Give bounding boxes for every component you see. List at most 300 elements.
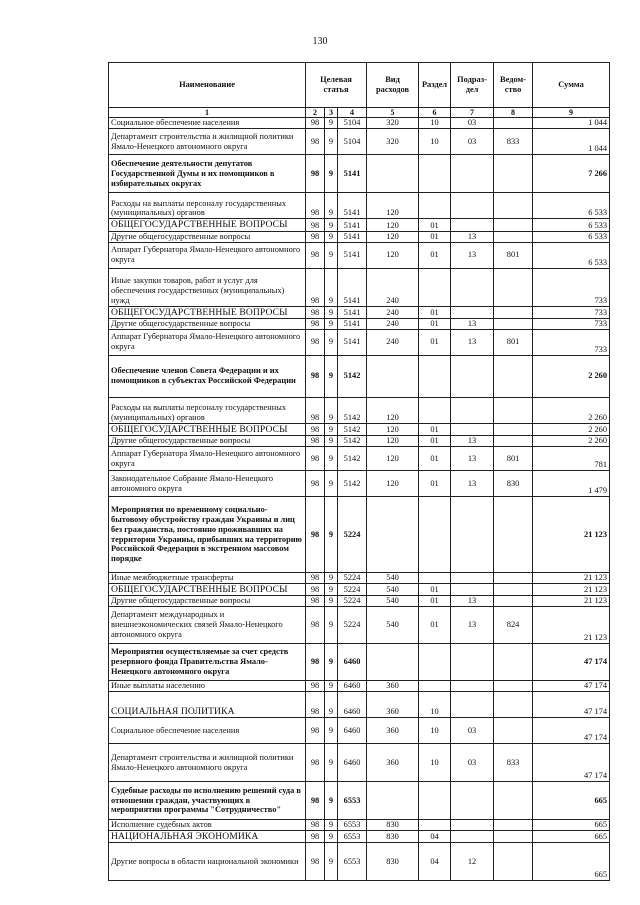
department-code bbox=[494, 355, 533, 397]
department-code bbox=[494, 843, 533, 881]
amount: 1 044 bbox=[533, 129, 610, 155]
row-name: Мероприятия по временному социально-бытовому обустройству граждан Украины и лиц без гражданства, постоянно проживавших на территории Украины, прибывших на территорию Российской Федерации в экстренном массовом порядке bbox=[109, 497, 306, 573]
section-code: 01 bbox=[419, 423, 451, 435]
target-part-1: 98 bbox=[306, 471, 325, 497]
subsection-code: 03 bbox=[451, 744, 494, 782]
department-code bbox=[494, 718, 533, 744]
target-part-1: 98 bbox=[306, 596, 325, 607]
target-part-1: 98 bbox=[306, 782, 325, 820]
expense-type: 240 bbox=[367, 268, 419, 306]
row-name: НАЦИОНАЛЬНАЯ ЭКОНОМИКА bbox=[109, 830, 306, 842]
target-part-1: 98 bbox=[306, 830, 325, 842]
expense-type: 830 bbox=[367, 830, 419, 842]
subsection-code: 13 bbox=[451, 231, 494, 242]
table-row bbox=[109, 583, 610, 595]
amount: 733 bbox=[533, 268, 610, 306]
target-part-3: 5141 bbox=[338, 242, 367, 268]
amount: 2 260 bbox=[533, 397, 610, 423]
subsection-code bbox=[451, 355, 494, 397]
section-code bbox=[419, 573, 451, 584]
amount: 6 533 bbox=[533, 219, 610, 231]
amount: 1 044 bbox=[533, 118, 610, 129]
target-part-1: 98 bbox=[306, 692, 325, 718]
target-part-3: 5142 bbox=[338, 436, 367, 447]
department-code bbox=[494, 219, 533, 231]
row-name: Другие общегосударственные вопросы bbox=[109, 318, 306, 329]
target-part-3: 5141 bbox=[338, 306, 367, 318]
department-code bbox=[494, 583, 533, 595]
target-part-2: 9 bbox=[325, 497, 338, 573]
header-name: Наименование bbox=[109, 63, 306, 108]
row-name: Мероприятия осуществляемые за счет средств резервного фонда Правительства Ямало-Ненецкого автономного округа bbox=[109, 644, 306, 681]
department-code bbox=[494, 573, 533, 584]
department-code: 833 bbox=[494, 129, 533, 155]
subsection-code: 03 bbox=[451, 118, 494, 129]
target-part-1: 98 bbox=[306, 397, 325, 423]
target-part-3: 5142 bbox=[338, 423, 367, 435]
section-code bbox=[419, 397, 451, 423]
target-part-3: 5224 bbox=[338, 573, 367, 584]
target-part-3: 6553 bbox=[338, 843, 367, 881]
target-part-2: 9 bbox=[325, 471, 338, 497]
table-row bbox=[109, 681, 610, 692]
amount: 665 bbox=[533, 782, 610, 820]
target-part-2: 9 bbox=[325, 692, 338, 718]
target-part-3: 5142 bbox=[338, 355, 367, 397]
subsection-code: 13 bbox=[451, 242, 494, 268]
target-part-3: 6553 bbox=[338, 820, 367, 831]
target-part-1: 98 bbox=[306, 355, 325, 397]
subsection-code bbox=[451, 397, 494, 423]
expense-type: 120 bbox=[367, 219, 419, 231]
row-name: Аппарат Губернатора Ямало-Ненецкого автономного округа bbox=[109, 242, 306, 268]
department-code bbox=[494, 306, 533, 318]
expense-type bbox=[367, 155, 419, 193]
section-code: 01 bbox=[419, 219, 451, 231]
amount: 781 bbox=[533, 447, 610, 471]
expense-type: 540 bbox=[367, 607, 419, 644]
subsection-code: 13 bbox=[451, 596, 494, 607]
section-code: 10 bbox=[419, 118, 451, 129]
section-code: 01 bbox=[419, 596, 451, 607]
target-part-2: 9 bbox=[325, 447, 338, 471]
expense-type: 120 bbox=[367, 231, 419, 242]
target-part-1: 98 bbox=[306, 843, 325, 881]
row-name: ОБЩЕГОСУДАРСТВЕННЫЕ ВОПРОСЫ bbox=[109, 219, 306, 231]
header-amount: Сумма bbox=[533, 63, 610, 108]
expense-type: 240 bbox=[367, 306, 419, 318]
department-code bbox=[494, 268, 533, 306]
section-code: 10 bbox=[419, 718, 451, 744]
row-name: Обеспечение деятельности депутатов Государственной Думы и их помощников в избирательных округах bbox=[109, 155, 306, 193]
column-number: 6 bbox=[419, 108, 451, 118]
subsection-code: 13 bbox=[451, 436, 494, 447]
column-number: 2 bbox=[306, 108, 325, 118]
row-name: Расходы на выплаты персоналу государственных (муниципальных) органов bbox=[109, 397, 306, 423]
target-part-3: 5224 bbox=[338, 583, 367, 595]
target-part-3: 5224 bbox=[338, 607, 367, 644]
expense-type: 360 bbox=[367, 718, 419, 744]
table-row bbox=[109, 692, 610, 718]
table-row bbox=[109, 718, 610, 744]
column-number: 4 bbox=[338, 108, 367, 118]
header-target-article: Целевая статья bbox=[306, 63, 367, 108]
target-part-1: 98 bbox=[306, 644, 325, 681]
section-code: 01 bbox=[419, 447, 451, 471]
column-number: 5 bbox=[367, 108, 419, 118]
target-part-2: 9 bbox=[325, 644, 338, 681]
target-part-2: 9 bbox=[325, 219, 338, 231]
section-code bbox=[419, 355, 451, 397]
section-code bbox=[419, 782, 451, 820]
target-part-3: 5141 bbox=[338, 318, 367, 329]
amount: 665 bbox=[533, 820, 610, 831]
amount: 2 260 bbox=[533, 355, 610, 397]
row-name: Другие общегосударственные вопросы bbox=[109, 596, 306, 607]
expense-type: 120 bbox=[367, 447, 419, 471]
section-code: 10 bbox=[419, 129, 451, 155]
row-name: ОБЩЕГОСУДАРСТВЕННЫЕ ВОПРОСЫ bbox=[109, 583, 306, 595]
subsection-code: 13 bbox=[451, 471, 494, 497]
department-code bbox=[494, 155, 533, 193]
target-part-2: 9 bbox=[325, 820, 338, 831]
target-part-2: 9 bbox=[325, 318, 338, 329]
table-row bbox=[109, 596, 610, 607]
table-row bbox=[109, 436, 610, 447]
amount: 665 bbox=[533, 830, 610, 842]
target-part-2: 9 bbox=[325, 268, 338, 306]
department-code bbox=[494, 436, 533, 447]
row-name: Расходы на выплаты персоналу государственных (муниципальных) органов bbox=[109, 193, 306, 219]
section-code: 01 bbox=[419, 329, 451, 355]
amount: 733 bbox=[533, 318, 610, 329]
header-row bbox=[109, 63, 610, 108]
target-part-2: 9 bbox=[325, 681, 338, 692]
expense-type bbox=[367, 355, 419, 397]
target-part-2: 9 bbox=[325, 607, 338, 644]
amount: 665 bbox=[533, 843, 610, 881]
target-part-1: 98 bbox=[306, 573, 325, 584]
table-row bbox=[109, 447, 610, 471]
table-row bbox=[109, 231, 610, 242]
target-part-3: 5104 bbox=[338, 118, 367, 129]
target-part-2: 9 bbox=[325, 583, 338, 595]
amount: 21 123 bbox=[533, 607, 610, 644]
subsection-code: 13 bbox=[451, 447, 494, 471]
subsection-code: 03 bbox=[451, 129, 494, 155]
row-name: Иные выплаты населению bbox=[109, 681, 306, 692]
amount: 21 123 bbox=[533, 583, 610, 595]
amount: 1 479 bbox=[533, 471, 610, 497]
target-part-3: 6553 bbox=[338, 830, 367, 842]
target-part-3: 5141 bbox=[338, 155, 367, 193]
target-part-2: 9 bbox=[325, 718, 338, 744]
department-code bbox=[494, 830, 533, 842]
subsection-code bbox=[451, 692, 494, 718]
subsection-code bbox=[451, 497, 494, 573]
row-name: Социальное обеспечение населения bbox=[109, 118, 306, 129]
subsection-code bbox=[451, 423, 494, 435]
expense-type: 120 bbox=[367, 436, 419, 447]
department-code: 833 bbox=[494, 744, 533, 782]
expense-type: 240 bbox=[367, 329, 419, 355]
expense-type: 120 bbox=[367, 242, 419, 268]
section-code: 01 bbox=[419, 231, 451, 242]
table-row bbox=[109, 129, 610, 155]
target-part-1: 98 bbox=[306, 447, 325, 471]
target-part-1: 98 bbox=[306, 744, 325, 782]
expense-type: 830 bbox=[367, 843, 419, 881]
subsection-code: 13 bbox=[451, 318, 494, 329]
row-name: Исполнение судебных актов bbox=[109, 820, 306, 831]
row-name: Иные межбюджетные трансферты bbox=[109, 573, 306, 584]
table-row bbox=[109, 219, 610, 231]
target-part-2: 9 bbox=[325, 397, 338, 423]
target-part-1: 98 bbox=[306, 268, 325, 306]
expense-type: 320 bbox=[367, 118, 419, 129]
target-part-3: 5104 bbox=[338, 129, 367, 155]
table-row bbox=[109, 843, 610, 881]
subsection-code bbox=[451, 820, 494, 831]
row-name: Департамент международных и внешнеэкономических связей Ямало-Ненецкого автономного округа bbox=[109, 607, 306, 644]
target-part-3: 5141 bbox=[338, 329, 367, 355]
expense-type: 360 bbox=[367, 692, 419, 718]
table-row bbox=[109, 607, 610, 644]
table-row bbox=[109, 782, 610, 820]
target-part-1: 98 bbox=[306, 118, 325, 129]
amount: 47 174 bbox=[533, 692, 610, 718]
amount: 2 260 bbox=[533, 423, 610, 435]
department-code: 801 bbox=[494, 447, 533, 471]
section-code bbox=[419, 193, 451, 219]
department-code bbox=[494, 596, 533, 607]
amount: 7 266 bbox=[533, 155, 610, 193]
amount: 6 533 bbox=[533, 231, 610, 242]
target-part-3: 5142 bbox=[338, 447, 367, 471]
target-part-1: 98 bbox=[306, 423, 325, 435]
expense-type: 360 bbox=[367, 744, 419, 782]
table-row bbox=[109, 193, 610, 219]
column-number: 8 bbox=[494, 108, 533, 118]
department-code: 801 bbox=[494, 242, 533, 268]
target-part-3: 6460 bbox=[338, 718, 367, 744]
page-number: 130 bbox=[312, 36, 328, 47]
row-name: Аппарат Губернатора Ямало-Ненецкого автономного округа bbox=[109, 447, 306, 471]
section-code: 01 bbox=[419, 242, 451, 268]
section-code: 01 bbox=[419, 306, 451, 318]
header-expense-type: Вид расходов bbox=[367, 63, 419, 108]
subsection-code: 13 bbox=[451, 329, 494, 355]
amount: 47 174 bbox=[533, 718, 610, 744]
amount: 733 bbox=[533, 306, 610, 318]
expense-type: 360 bbox=[367, 681, 419, 692]
department-code bbox=[494, 820, 533, 831]
amount: 47 174 bbox=[533, 744, 610, 782]
department-code bbox=[494, 782, 533, 820]
target-part-3: 5224 bbox=[338, 596, 367, 607]
target-part-2: 9 bbox=[325, 744, 338, 782]
section-code: 01 bbox=[419, 607, 451, 644]
header-section: Раздел bbox=[419, 63, 451, 108]
department-code bbox=[494, 397, 533, 423]
table-row bbox=[109, 318, 610, 329]
row-name: СОЦИАЛЬНАЯ ПОЛИТИКА bbox=[109, 692, 306, 718]
target-part-1: 98 bbox=[306, 681, 325, 692]
header-subsection: Подраз-дел bbox=[451, 63, 494, 108]
target-part-3: 6460 bbox=[338, 681, 367, 692]
target-part-2: 9 bbox=[325, 129, 338, 155]
target-part-1: 98 bbox=[306, 193, 325, 219]
amount: 733 bbox=[533, 329, 610, 355]
target-part-2: 9 bbox=[325, 423, 338, 435]
subsection-code bbox=[451, 219, 494, 231]
section-code bbox=[419, 681, 451, 692]
expense-type: 120 bbox=[367, 423, 419, 435]
target-part-3: 5142 bbox=[338, 471, 367, 497]
target-part-1: 98 bbox=[306, 329, 325, 355]
expense-type: 120 bbox=[367, 397, 419, 423]
expense-type: 540 bbox=[367, 596, 419, 607]
target-part-1: 98 bbox=[306, 219, 325, 231]
table-row bbox=[109, 820, 610, 831]
amount: 6 533 bbox=[533, 242, 610, 268]
target-part-1: 98 bbox=[306, 155, 325, 193]
section-code: 04 bbox=[419, 843, 451, 881]
target-part-1: 98 bbox=[306, 820, 325, 831]
target-part-1: 98 bbox=[306, 436, 325, 447]
subsection-code: 03 bbox=[451, 718, 494, 744]
department-code bbox=[494, 118, 533, 129]
section-code: 01 bbox=[419, 583, 451, 595]
department-code bbox=[494, 644, 533, 681]
column-number: 1 bbox=[109, 108, 306, 118]
target-part-3: 5142 bbox=[338, 397, 367, 423]
table-row bbox=[109, 118, 610, 129]
table-row bbox=[109, 397, 610, 423]
section-code bbox=[419, 155, 451, 193]
amount: 6 533 bbox=[533, 193, 610, 219]
expense-type: 120 bbox=[367, 193, 419, 219]
target-part-2: 9 bbox=[325, 118, 338, 129]
header-department: Ведом-ство bbox=[494, 63, 533, 108]
subsection-code bbox=[451, 193, 494, 219]
amount: 21 123 bbox=[533, 497, 610, 573]
table-row bbox=[109, 573, 610, 584]
subsection-code bbox=[451, 268, 494, 306]
table-row bbox=[109, 423, 610, 435]
target-part-1: 98 bbox=[306, 718, 325, 744]
target-part-2: 9 bbox=[325, 355, 338, 397]
table-row bbox=[109, 355, 610, 397]
target-part-2: 9 bbox=[325, 155, 338, 193]
department-code bbox=[494, 423, 533, 435]
row-name: Обеспечение членов Совета Федерации и их помощников в субъектах Российской Федерации bbox=[109, 355, 306, 397]
target-part-3: 6460 bbox=[338, 692, 367, 718]
target-part-1: 98 bbox=[306, 231, 325, 242]
row-name: ОБЩЕГОСУДАРСТВЕННЫЕ ВОПРОСЫ bbox=[109, 306, 306, 318]
row-name: Законодательное Собрание Ямало-Ненецкого автономного округа bbox=[109, 471, 306, 497]
subsection-code bbox=[451, 782, 494, 820]
expense-type bbox=[367, 782, 419, 820]
table-row bbox=[109, 329, 610, 355]
department-code bbox=[494, 318, 533, 329]
table-row bbox=[109, 268, 610, 306]
target-part-2: 9 bbox=[325, 830, 338, 842]
department-code: 824 bbox=[494, 607, 533, 644]
subsection-code bbox=[451, 583, 494, 595]
department-code bbox=[494, 193, 533, 219]
section-code: 10 bbox=[419, 692, 451, 718]
section-code: 01 bbox=[419, 471, 451, 497]
target-part-3: 6553 bbox=[338, 782, 367, 820]
target-part-3: 6460 bbox=[338, 644, 367, 681]
section-code bbox=[419, 644, 451, 681]
row-name: Другие общегосударственные вопросы bbox=[109, 231, 306, 242]
column-number: 9 bbox=[533, 108, 610, 118]
target-part-2: 9 bbox=[325, 573, 338, 584]
table-row bbox=[109, 497, 610, 573]
budget-table bbox=[108, 62, 610, 881]
department-code: 830 bbox=[494, 471, 533, 497]
section-code: 01 bbox=[419, 318, 451, 329]
target-part-3: 6460 bbox=[338, 744, 367, 782]
table-row bbox=[109, 155, 610, 193]
expense-type: 320 bbox=[367, 129, 419, 155]
row-name: Аппарат Губернатора Ямало-Ненецкого автономного округа bbox=[109, 329, 306, 355]
row-name: Судебные расходы по исполнению решений суда в отношении граждан, участвующих в мероприятии программы "Сотрудничество" bbox=[109, 782, 306, 820]
target-part-1: 98 bbox=[306, 129, 325, 155]
row-name: Социальное обеспечение населения bbox=[109, 718, 306, 744]
target-part-3: 5224 bbox=[338, 497, 367, 573]
target-part-2: 9 bbox=[325, 782, 338, 820]
target-part-2: 9 bbox=[325, 193, 338, 219]
section-code: 10 bbox=[419, 744, 451, 782]
subsection-code: 12 bbox=[451, 843, 494, 881]
table-row bbox=[109, 644, 610, 681]
target-part-2: 9 bbox=[325, 436, 338, 447]
section-code: 04 bbox=[419, 830, 451, 842]
subsection-code bbox=[451, 155, 494, 193]
target-part-3: 5141 bbox=[338, 193, 367, 219]
section-code bbox=[419, 820, 451, 831]
target-part-2: 9 bbox=[325, 329, 338, 355]
amount: 47 174 bbox=[533, 681, 610, 692]
section-code bbox=[419, 268, 451, 306]
subsection-code bbox=[451, 830, 494, 842]
department-code bbox=[494, 681, 533, 692]
subsection-code: 13 bbox=[451, 607, 494, 644]
column-number: 3 bbox=[325, 108, 338, 118]
target-part-3: 5141 bbox=[338, 219, 367, 231]
target-part-1: 98 bbox=[306, 583, 325, 595]
expense-type: 540 bbox=[367, 573, 419, 584]
subsection-code bbox=[451, 644, 494, 681]
section-code bbox=[419, 497, 451, 573]
row-name: Другие вопросы в области национальной экономики bbox=[109, 843, 306, 881]
subsection-code bbox=[451, 573, 494, 584]
target-part-2: 9 bbox=[325, 306, 338, 318]
target-part-1: 98 bbox=[306, 607, 325, 644]
expense-type: 240 bbox=[367, 318, 419, 329]
department-code bbox=[494, 497, 533, 573]
expense-type: 830 bbox=[367, 820, 419, 831]
amount: 21 123 bbox=[533, 573, 610, 584]
department-code bbox=[494, 692, 533, 718]
subsection-code bbox=[451, 681, 494, 692]
table-row bbox=[109, 471, 610, 497]
table-row bbox=[109, 744, 610, 782]
target-part-1: 98 bbox=[306, 318, 325, 329]
